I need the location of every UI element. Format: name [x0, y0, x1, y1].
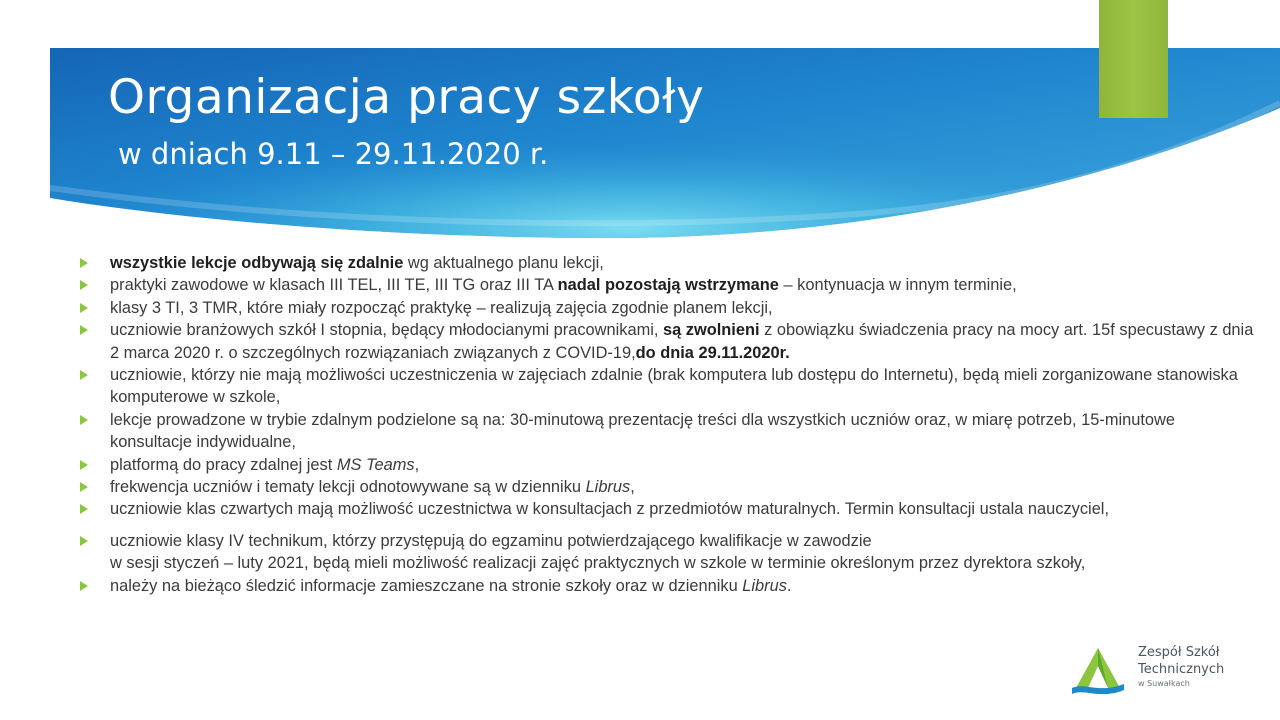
- bullet-text: w sesji styczeń – luty 2021, będą mieli możliwość realizacji zajęć praktycznych w szkole w terminie określonym przez dyrektora szkoły,: [110, 554, 1086, 573]
- slide-title: Organizacja pracy szkoły: [108, 70, 705, 125]
- bullet-item: [80, 274, 1260, 296]
- bullet-item: [80, 364, 1260, 409]
- bullet-text: platformą do pracy zdalnej jest: [110, 455, 337, 474]
- bullet-text: wg aktualnego planu lekcji,: [403, 254, 604, 272]
- bullet-arrow-icon: [80, 415, 88, 425]
- bullet-arrow-icon: [80, 536, 88, 546]
- bullet-text: należy na bieżąco śledzić informacje zamieszczane na stronie szkoły oraz w dzienniku: [110, 576, 743, 595]
- bullet-text: MS Teams: [336, 455, 415, 474]
- bullet-text: ,: [414, 455, 420, 474]
- bullet-text: frekwencja uczniów i tematy lekcji odnotowywane są w dzienniku: [110, 478, 586, 497]
- bullet-arrow-icon: [80, 460, 88, 470]
- bullet-text: uczniowie klas czwartych mają możliwość uczestnictwa w konsultacjach z przedmiotów maturalnych. Termin konsultacji ustala nauczyciel,: [110, 500, 1110, 519]
- bullet-text: – kontynuacja w innym terminie,: [778, 276, 1017, 295]
- logo-mountain-icon: [1068, 644, 1128, 698]
- bullet-arrow-icon: [80, 303, 88, 313]
- bullet-item: [80, 530, 1260, 575]
- logo-line-3: w Suwałkach: [1138, 679, 1190, 688]
- bullet-text: .: [786, 576, 792, 595]
- bullet-text: uczniowie branżowych szkół I stopnia, będący młodocianymi pracownikami,: [110, 321, 663, 340]
- bullet-text: do dnia 29.11.2020r.: [635, 343, 790, 362]
- bullet-arrow-icon: [80, 482, 88, 492]
- bullet-text: uczniowie klasy IV technikum, którzy przystępują do egzaminu potwierdzającego kwalifikacje w zawodzie: [110, 531, 872, 550]
- bullet-text: nadal pozostają wstrzymane: [557, 276, 779, 295]
- bullet-arrow-icon: [80, 325, 88, 335]
- bullet-item: [80, 319, 1260, 364]
- bullet-arrow-icon: [80, 280, 88, 290]
- bullet-text: praktyki zawodowe w klasach III TEL, III TE, III TG oraz III TA: [110, 276, 558, 295]
- bullet-item: [80, 454, 1260, 476]
- bullet-text: klasy 3 TI, 3 TMR, które miały rozpocząć praktykę – realizują zajęcia zgodnie planem lekcji,: [110, 298, 773, 317]
- school-logo: [1068, 644, 1258, 704]
- bullet-item: [80, 575, 1260, 597]
- bullet-item: [80, 409, 1260, 454]
- bullet-text: są zwolnieni: [662, 321, 760, 340]
- logo-line-1: Zespół Szkół: [1138, 645, 1220, 660]
- bullet-text: z obowiązku świadczenia pracy na mocy art. 15f specustawy z dnia 2 marca 2020 r. o szczególnych rozwiązaniach związanych z COVID-19,: [110, 321, 1254, 362]
- bullet-item: [80, 476, 1260, 498]
- bullet-text: lekcje prowadzone w trybie zdalnym podzielone są na: 30-minutową prezentację treści dla wszystkich uczniów oraz, w miarę potrzeb, 15-minutowe konsultacje indywidualne,: [110, 410, 1175, 452]
- bullet-item: [80, 297, 1260, 319]
- bullet-item: [80, 252, 1260, 274]
- bullet-arrow-icon: [80, 504, 88, 514]
- bullet-text: uczniowie, którzy nie mają możliwości uczestniczenia w zajęciach zdalnie (brak komputera lub dostępu do Internetu), będą mieli zorganizowane stanowiska komputerowe w szkole,: [110, 366, 1238, 407]
- logo-line-2: Technicznych: [1138, 662, 1225, 677]
- bullet-text: Librus: [585, 478, 631, 497]
- bullet-text: ,: [630, 478, 635, 497]
- green-accent-tab: [1099, 0, 1168, 118]
- bullet-text: Librus: [742, 576, 787, 595]
- bullet-list: [80, 252, 1260, 597]
- bullet-arrow-icon: [80, 581, 88, 591]
- bullet-arrow-icon: [80, 370, 88, 380]
- bullet-arrow-icon: [80, 258, 88, 268]
- bullet-item: [80, 498, 1260, 520]
- slide-subtitle: w dniach 9.11 – 29.11.2020 r.: [118, 137, 549, 171]
- bullet-text: wszystkie lekcje odbywają się zdalnie: [110, 254, 404, 272]
